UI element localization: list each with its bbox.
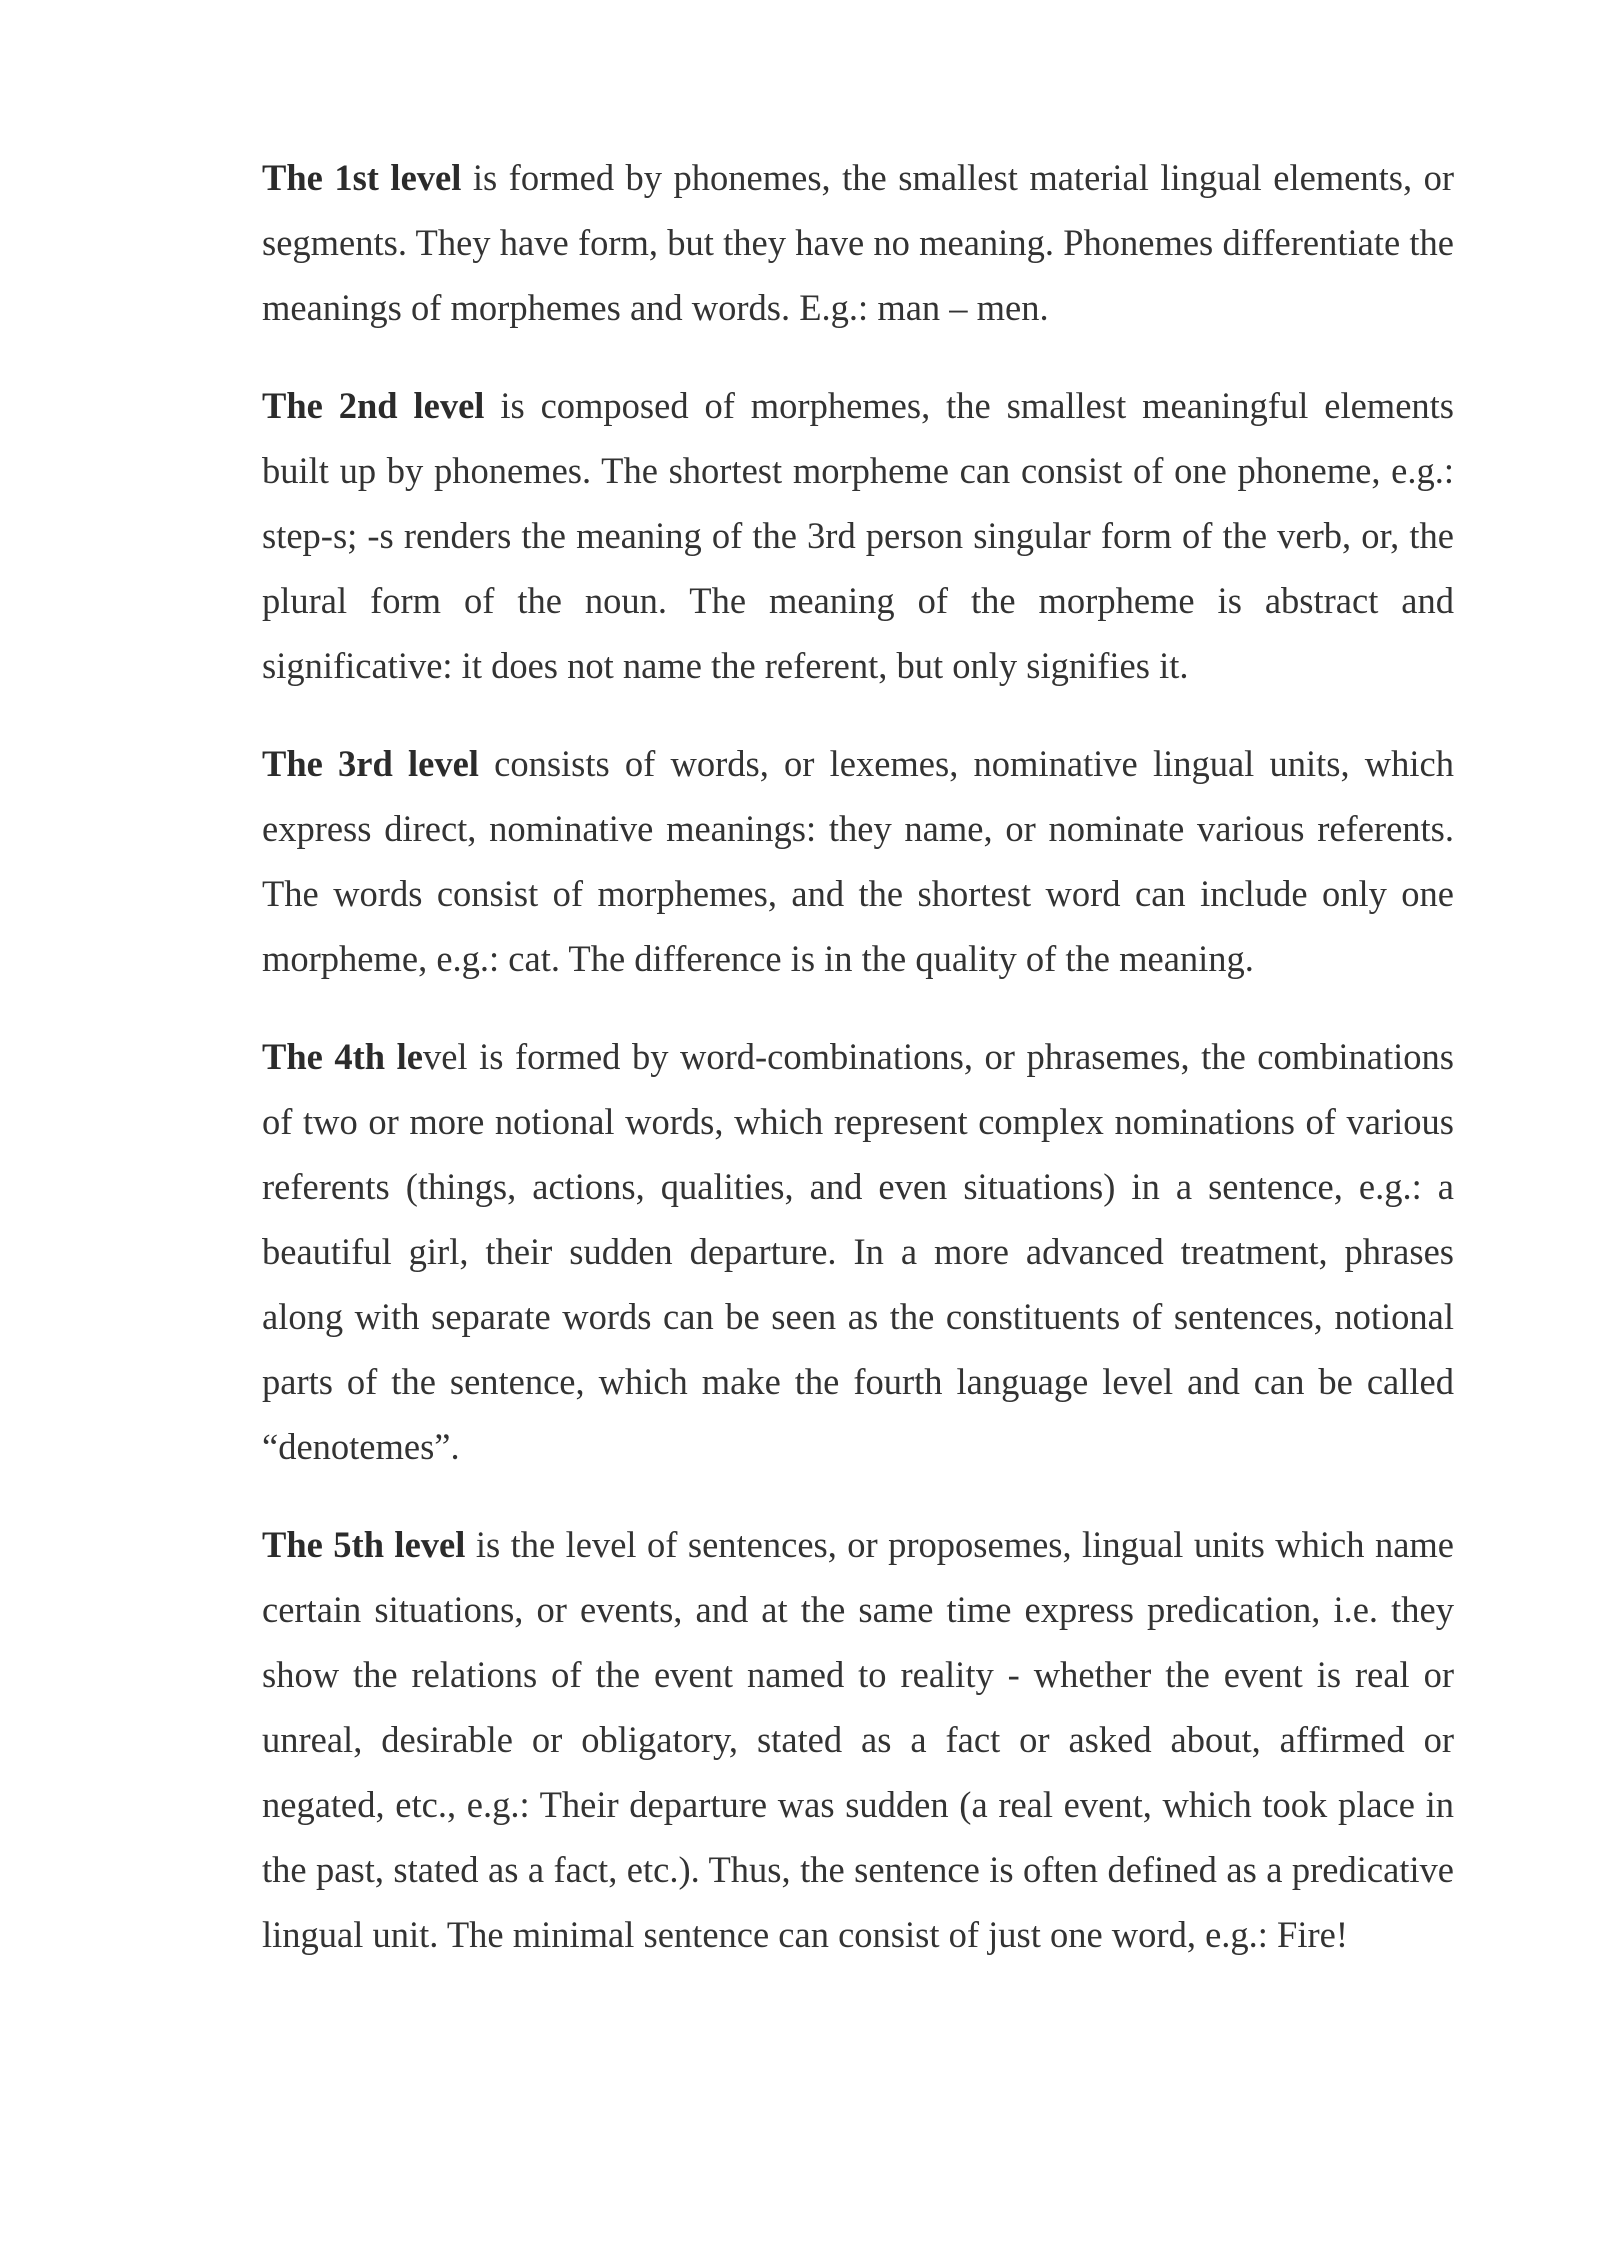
document-page xyxy=(262,145,1454,2000)
paragraph-level-3 xyxy=(262,731,1454,991)
paragraph-level-2 xyxy=(262,373,1454,698)
paragraph-text: is formed by phonemes, the smallest material lingual elements, or segments. They have form, but they have no meaning. Phonemes differentiate the meanings of morphemes and words. E.g.: man – men. xyxy=(262,157,1454,328)
paragraph-heading: The 5th level xyxy=(262,1524,466,1565)
paragraph-text: is composed of morphemes, the smallest meaningful elements built up by phonemes. The shortest morpheme can consist of one phoneme, e.g.: step-s; -s renders the meaning of the 3rd person singular form of the verb, or, the plural form of the noun. The meaning of the morpheme is abstract and significative: it does not name the referent, but only signifies it. xyxy=(262,385,1454,686)
paragraph-heading: The 2nd level xyxy=(262,385,485,426)
paragraph-text: vel is formed by word-combinations, or phrasemes, the combinations of two or more notional words, which represent complex nominations of various referents (things, actions, qualities, and even situations) in a sentence, e.g.: a beautiful girl, their sudden departure. In a more advanced treatment, phrases along with separate words can be seen as the constituents of sentences, notional parts of the sentence, which make the fourth language level and can be called “denotemes”. xyxy=(262,1036,1454,1467)
paragraph-level-1 xyxy=(262,145,1454,340)
paragraph-level-4 xyxy=(262,1024,1454,1479)
paragraph-level-5 xyxy=(262,1512,1454,1967)
paragraph-heading: The 4th le xyxy=(262,1036,423,1077)
paragraph-text: consists of words, or lexemes, nominative lingual units, which express direct, nominative meanings: they name, or nominate various referents. The words consist of morphemes, and the shortest word can include only one morpheme, e.g.: cat. The difference is in the quality of the meaning. xyxy=(262,743,1455,979)
paragraph-heading: The 1st level xyxy=(262,157,462,198)
paragraph-heading: The 3rd level xyxy=(262,743,479,784)
paragraph-text: is the level of sentences, or proposemes, lingual units which name certain situations, or events, and at the same time express predication, i.e. they show the relations of the event named to reality - whether the event is real or unreal, desirable or obligatory, stated as a fact or asked about, affirmed or negated, etc., e.g.: Their departure was sudden (a real event, which took place in the past, stated as a fact, etc.). Thus, the sentence is often defined as a predicative lingual unit. The minimal sentence can consist of just one word, e.g.: Fire! xyxy=(262,1524,1454,1955)
